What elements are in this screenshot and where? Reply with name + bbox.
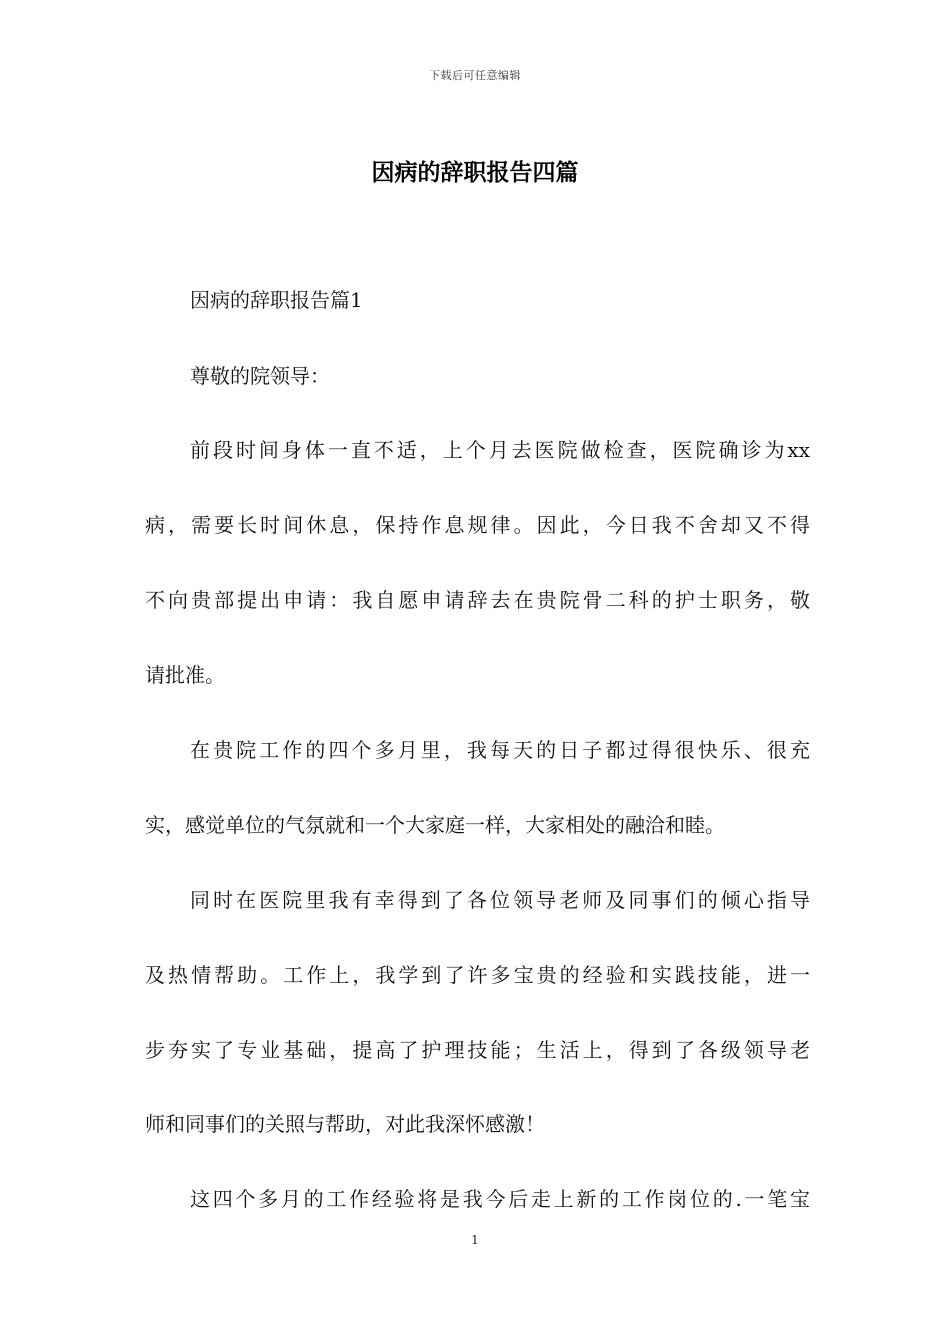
- paragraph-line: 师和同事们的关照与帮助，对此我深怀感激！: [145, 1112, 545, 1136]
- document-title: 因病的辞职报告四篇: [371, 159, 579, 186]
- paragraph-line: 在贵院工作的四个多月里，我每天的日子都过得很快乐、很充: [190, 738, 810, 762]
- paragraph-line: 请批准。: [145, 663, 225, 687]
- paragraph-line: 病，需要长时间休息，保持作息规律。因此，今日我不舍却又不得: [145, 513, 810, 537]
- header-note: 下载后可任意编辑: [429, 69, 521, 82]
- page-number: 1: [471, 1233, 479, 1247]
- paragraph-line: 这四个多月的工作经验将是我今后走上新的工作岗位的.一笔宝: [190, 1187, 810, 1211]
- paragraph-line: 前段时间身体一直不适，上个月去医院做检查，医院确诊为xx: [190, 438, 810, 462]
- paragraph-line: 及热情帮助。工作上，我学到了许多宝贵的经验和实践技能，进一: [145, 963, 810, 987]
- paragraph-line: 实，感觉单位的气氛就和一个大家庭一样，大家相处的融洽和睦。: [145, 813, 725, 837]
- section-heading: 因病的辞职报告篇1: [190, 288, 363, 312]
- paragraph-line: 不向贵部提出申请：我自愿申请辞去在贵院骨二科的护士职务，敬: [145, 588, 810, 612]
- paragraph-line: 步夯实了专业基础，提高了护理技能；生活上，得到了各级领导老: [145, 1038, 810, 1062]
- salutation: 尊敬的院领导：: [190, 364, 330, 388]
- paragraph-line: 同时在医院里我有幸得到了各位领导老师及同事们的倾心指导: [190, 888, 810, 912]
